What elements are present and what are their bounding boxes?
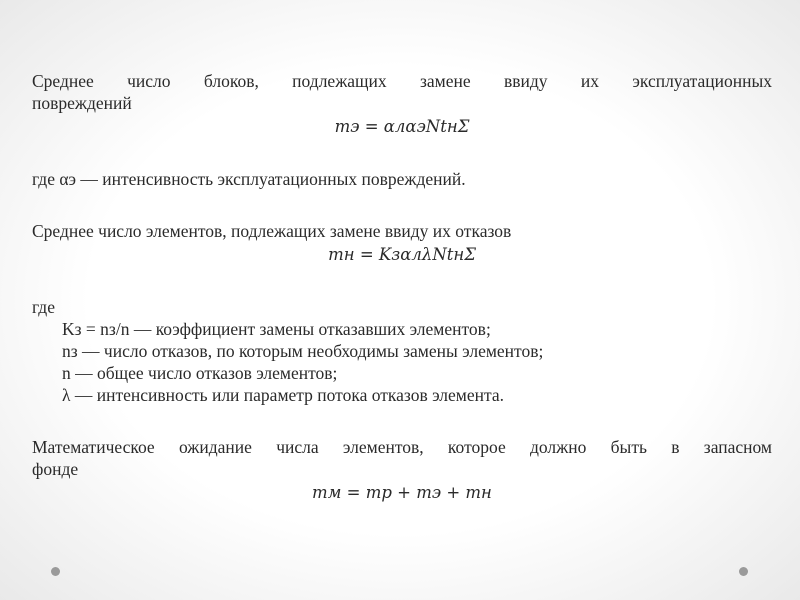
formula-m-n: mн = KзαлλNtнΣ — [328, 245, 476, 264]
definition-kz: Kз = nз/n — коэффициент замены отказавших элементов; — [62, 319, 491, 339]
corner-dot-right — [739, 567, 748, 576]
definition-n: n — общее число отказов элементов; — [62, 363, 338, 383]
definition-alpha-e: где αэ — интенсивность эксплуатационных повреждений. — [32, 169, 466, 189]
paragraph-elements: Среднее число элементов, подлежащих замене ввиду их отказов — [32, 221, 512, 241]
slide-content — [32, 70, 772, 504]
where-label: где — [32, 297, 55, 317]
definition-lambda: λ — интенсивность или параметр потока отказов элемента. — [62, 385, 504, 405]
formula-m-m: mм = mр + mэ + mн — [312, 483, 492, 502]
paragraph-expectation-cont: фонде — [32, 459, 79, 479]
formula-m-e: mэ = αлαэNtнΣ — [334, 117, 470, 136]
paragraph-expectation: Математическое ожидание числа элементов, которое должно быть в запасном — [32, 437, 772, 457]
definition-nz: nз — число отказов, по которым необходимы замены элементов; — [62, 341, 544, 361]
paragraph-blocks: Среднее число блоков, подлежащих замене ввиду их эксплуатационных — [32, 71, 772, 91]
corner-dot-left — [51, 567, 60, 576]
paragraph-blocks-cont: повреждений — [32, 93, 132, 113]
